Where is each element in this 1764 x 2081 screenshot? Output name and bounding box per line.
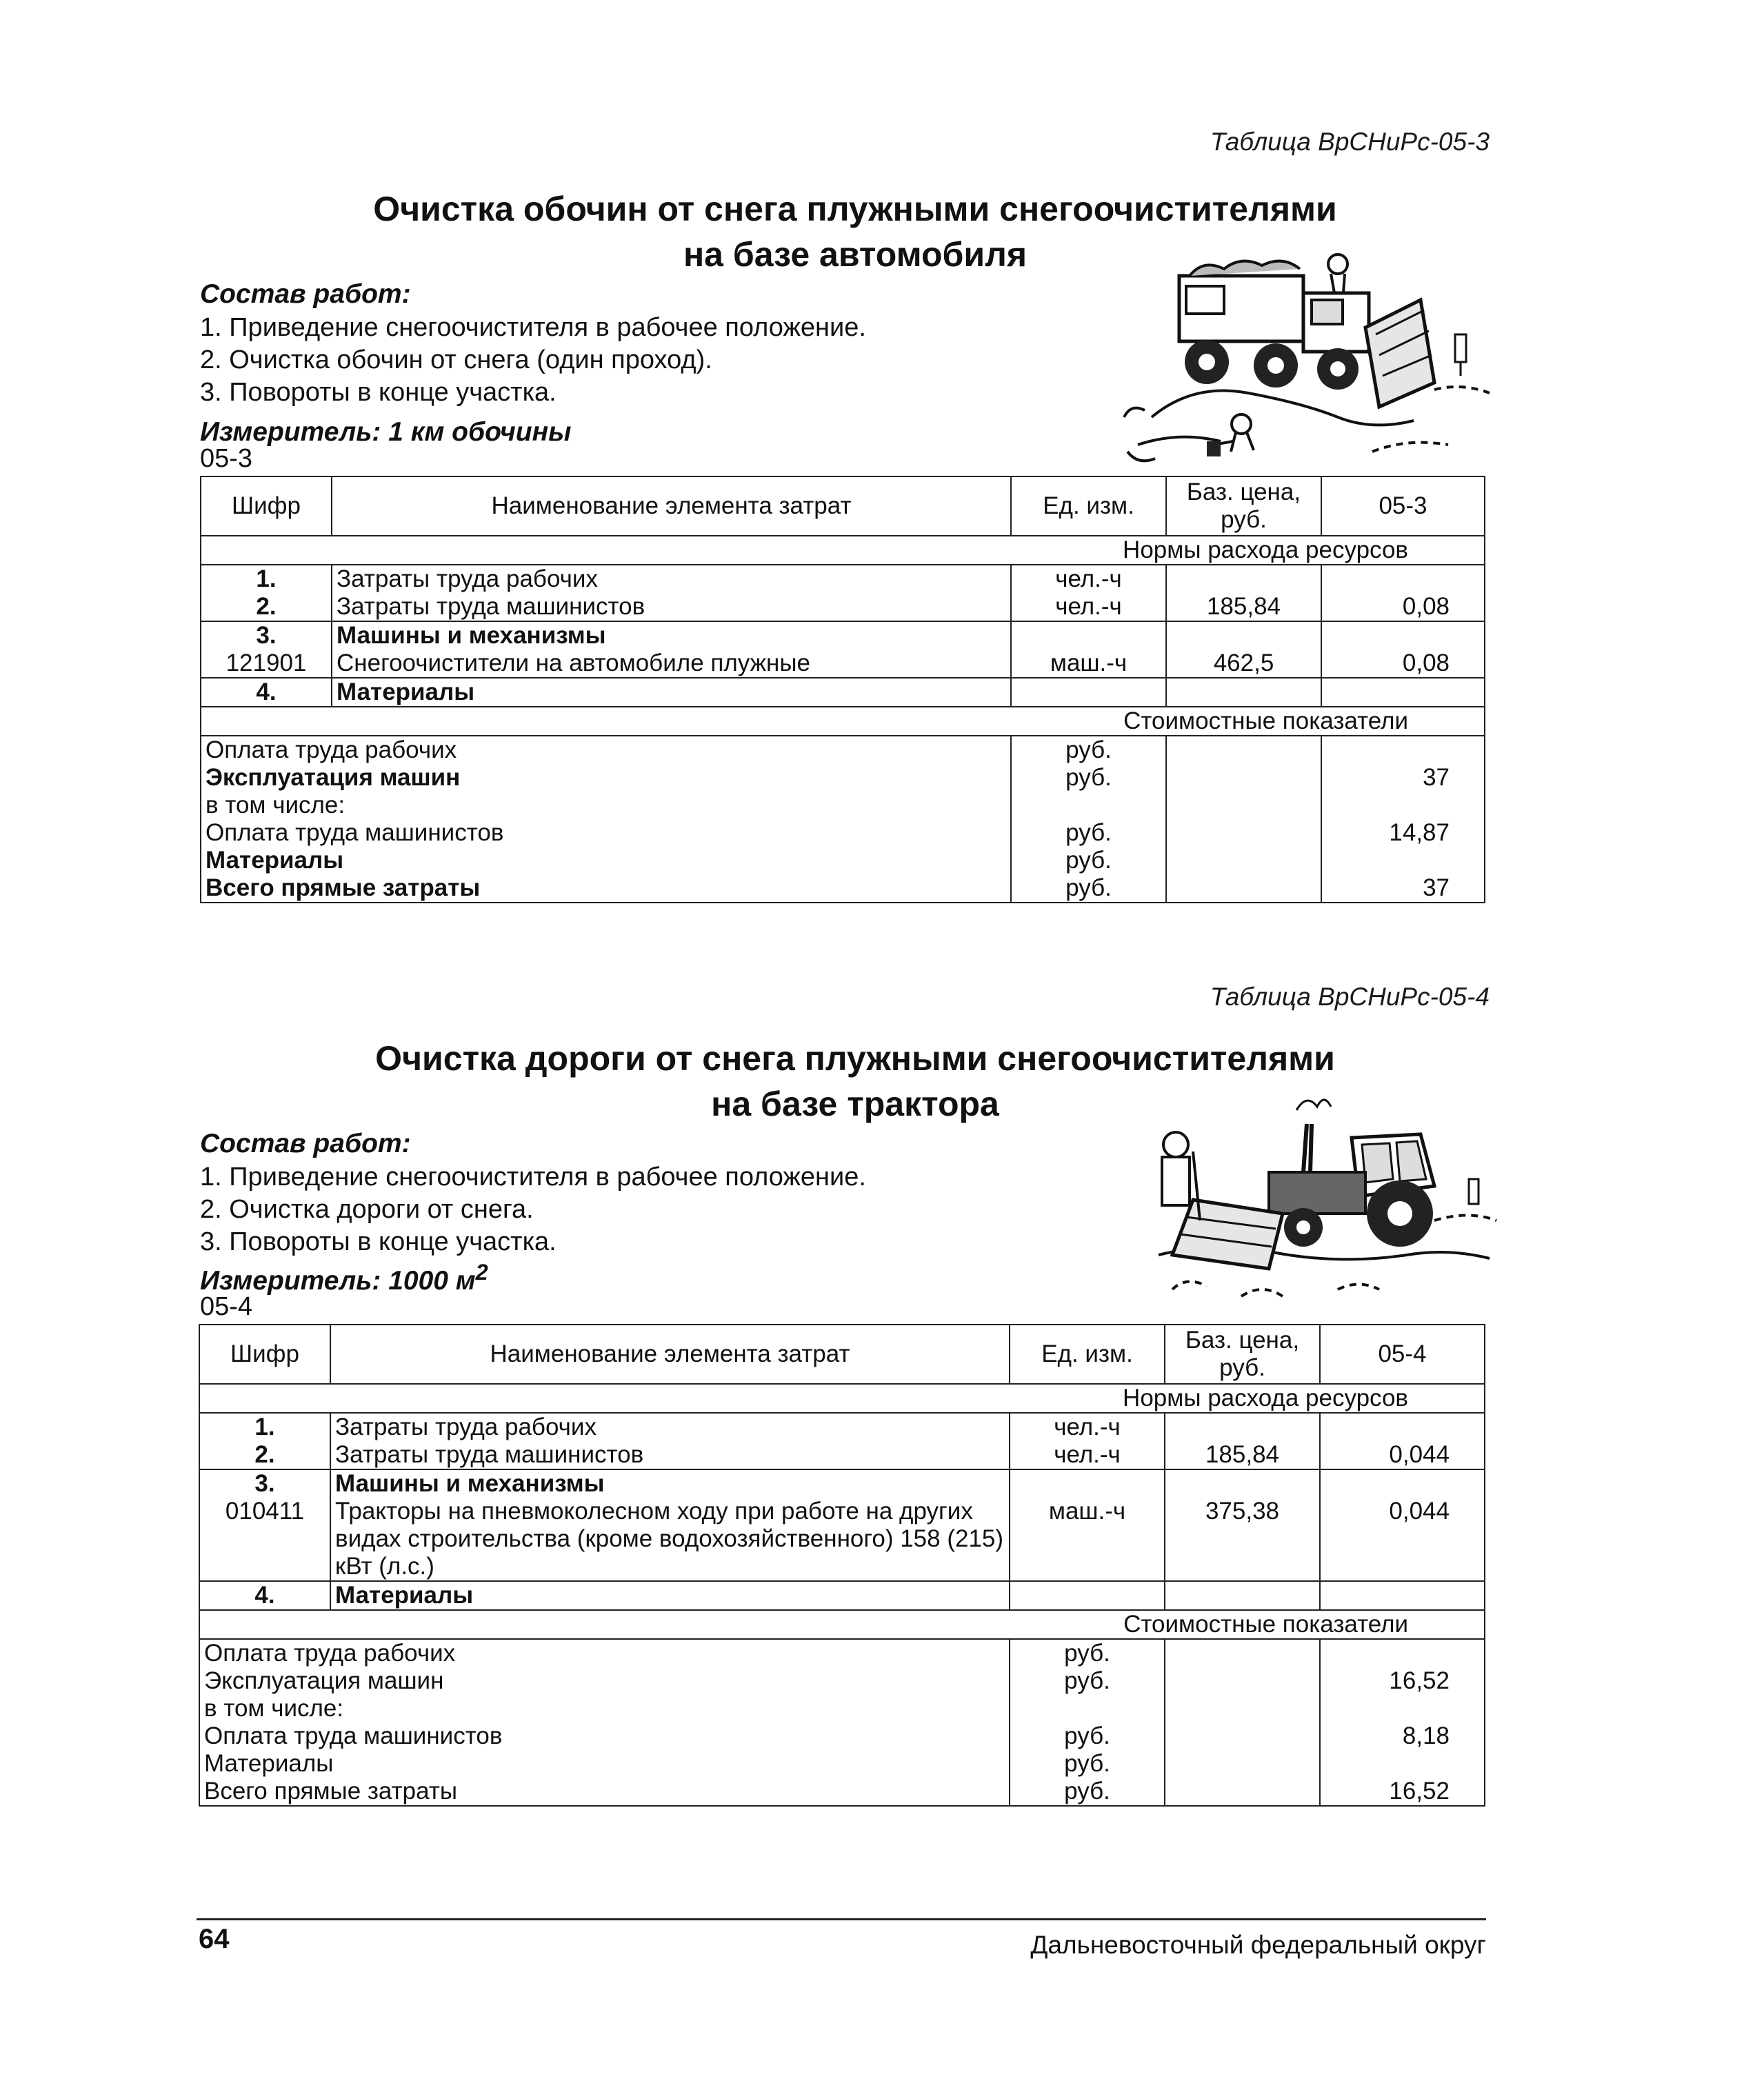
cost-row	[201, 874, 1485, 903]
cost-row	[199, 1722, 1485, 1750]
composition-heading: Состав работ:	[200, 279, 411, 309]
table-row	[201, 650, 1485, 678]
header-name: Наименование элемента затрат	[332, 476, 1011, 536]
row-price: 375,38	[1165, 1498, 1320, 1581]
header-code: 05-4	[1320, 1325, 1485, 1384]
cost-label: Стоимостные показатели	[199, 1610, 1485, 1639]
row-price	[1166, 565, 1321, 593]
cost-name: Эксплуатация машин	[201, 764, 1011, 792]
row-unit: маш.-ч	[1010, 1498, 1165, 1581]
cost-name: Всего прямые затраты	[199, 1778, 1010, 1806]
cost-unit: руб.	[1011, 847, 1166, 874]
row-name: Затраты труда рабочих	[332, 565, 1011, 593]
row-name: Снегоочистители на автомобиле плужные	[332, 650, 1011, 678]
row-name: Материалы	[332, 678, 1011, 707]
table-row	[201, 565, 1485, 593]
cost-name: Оплата труда машинистов	[199, 1722, 1010, 1750]
row-value: 0,08	[1321, 650, 1485, 678]
table-row	[199, 1581, 1485, 1610]
header-unit: Ед. изм.	[1010, 1325, 1165, 1384]
cost-name: Оплата труда машинистов	[201, 819, 1011, 847]
row-unit: чел.-ч	[1010, 1441, 1165, 1469]
row-price	[1165, 1413, 1320, 1441]
row-price: 185,84	[1166, 593, 1321, 621]
composition-item: 1. Приведение снегоочистителя в рабочее положение.	[200, 1163, 866, 1192]
row-num: 3.	[201, 621, 332, 650]
composition-item: 2. Очистка дороги от снега.	[200, 1195, 534, 1224]
cost-unit	[1011, 792, 1166, 819]
measurer-sup: 2	[475, 1260, 488, 1285]
measurer-label: Измеритель:	[200, 417, 381, 447]
cost-row	[201, 764, 1485, 792]
row-num: 121901	[201, 650, 332, 678]
row-unit: чел.-ч	[1010, 1413, 1165, 1441]
row-num: 010411	[199, 1498, 330, 1581]
cost-value	[1321, 792, 1485, 819]
cost-name: Материалы	[199, 1750, 1010, 1778]
row-num: 2.	[201, 593, 332, 621]
table-code: 05-4	[200, 1292, 253, 1321]
cost-section-row	[201, 707, 1485, 736]
cost-unit: руб.	[1010, 1750, 1165, 1778]
cost-unit: руб.	[1010, 1778, 1165, 1806]
row-num: 1.	[201, 565, 332, 593]
cost-unit: руб.	[1010, 1722, 1165, 1750]
row-num: 4.	[199, 1581, 330, 1610]
cost-value: 37	[1321, 764, 1485, 792]
norms-label: Нормы расхода ресурсов	[199, 1384, 1485, 1413]
cost-value: 14,87	[1321, 819, 1485, 847]
cost-unit: руб.	[1011, 736, 1166, 764]
cost-name: в том числе:	[201, 792, 1011, 819]
row-num: 3.	[199, 1469, 330, 1498]
norms-label: Нормы расхода ресурсов	[201, 536, 1485, 565]
row-value	[1320, 1413, 1485, 1441]
table-code: 05-3	[200, 444, 253, 473]
cost-section-row	[199, 1610, 1485, 1639]
header-name: Наименование элемента затрат	[330, 1325, 1010, 1384]
cost-row	[201, 792, 1485, 819]
row-name: Тракторы на пневмоколесном ходу при работе на других видах строительства (кроме водохозяйственного) 158 (215) кВт (л.с.)	[330, 1498, 1010, 1581]
row-name: Материалы	[330, 1581, 1010, 1610]
title-line-1: Очистка обочин от снега плужными снегоочистителями	[373, 190, 1337, 228]
row-value: 0,044	[1320, 1441, 1485, 1469]
row-name: Затраты труда машинистов	[330, 1441, 1010, 1469]
row-name: Затраты труда машинистов	[332, 593, 1011, 621]
composition-list	[200, 1161, 866, 1258]
cost-row	[199, 1639, 1485, 1667]
cost-unit: руб.	[1011, 764, 1166, 792]
cost-row	[199, 1750, 1485, 1778]
row-num: 4.	[201, 678, 332, 707]
cost-value	[1320, 1750, 1485, 1778]
header-code: 05-3	[1321, 476, 1485, 536]
measurer-label: Измеритель:	[200, 1266, 381, 1296]
row-unit: чел.-ч	[1011, 565, 1166, 593]
row-value: 0,044	[1320, 1498, 1485, 1581]
cost-value: 16,52	[1320, 1778, 1485, 1806]
measurer-value: 1 км обочины	[388, 417, 572, 447]
composition-item: 3. Повороты в конце участка.	[200, 1227, 557, 1256]
measurer-value: 1000 м	[388, 1266, 476, 1296]
composition-list	[200, 312, 866, 409]
cost-name: в том числе:	[199, 1695, 1010, 1722]
composition-heading: Состав работ:	[200, 1129, 411, 1158]
cost-name: Эксплуатация машин	[199, 1667, 1010, 1695]
cost-name: Оплата труда рабочих	[201, 736, 1011, 764]
cost-value: 16,52	[1320, 1667, 1485, 1695]
resource-table	[199, 1324, 1485, 1807]
row-num: 2.	[199, 1441, 330, 1469]
cost-row	[201, 819, 1485, 847]
row-unit: маш.-ч	[1011, 650, 1166, 678]
row-name: Машины и механизмы	[332, 621, 1011, 650]
table-header-row	[199, 1325, 1485, 1384]
composition-item: 3. Повороты в конце участка.	[200, 378, 557, 407]
table-header-row	[201, 476, 1485, 536]
header-cipher: Шифр	[199, 1325, 330, 1384]
cost-row	[199, 1695, 1485, 1722]
cost-row	[201, 736, 1485, 764]
row-price: 462,5	[1166, 650, 1321, 678]
header-price: Баз. цена, руб.	[1165, 1325, 1320, 1384]
table-reference: Таблица ВрСНиРс-05-3	[1210, 128, 1490, 156]
title-line-1: Очистка дороги от снега плужными снегоочистителями	[375, 1039, 1335, 1078]
cost-value: 37	[1321, 874, 1485, 903]
table-row	[199, 1498, 1485, 1581]
header-price: Баз. цена, руб.	[1166, 476, 1321, 536]
cost-unit: руб.	[1011, 819, 1166, 847]
cost-name: Материалы	[201, 847, 1011, 874]
cost-row	[201, 847, 1485, 874]
page-number: 64	[199, 1924, 230, 1954]
row-unit: чел.-ч	[1011, 593, 1166, 621]
row-name: Машины и механизмы	[330, 1469, 1010, 1498]
cost-row	[199, 1667, 1485, 1695]
snowplow-truck-illustration	[1110, 245, 1496, 465]
measurer	[200, 1260, 488, 1296]
table-row	[199, 1441, 1485, 1469]
header-cipher: Шифр	[201, 476, 332, 536]
cost-value	[1320, 1695, 1485, 1722]
table-row	[199, 1469, 1485, 1498]
table-row	[201, 593, 1485, 621]
row-value: 0,08	[1321, 593, 1485, 621]
footer-region: Дальневосточный федеральный округ	[1030, 1931, 1486, 1959]
table-row	[201, 621, 1485, 650]
snowplow-tractor-illustration	[1131, 1083, 1503, 1317]
measurer	[200, 411, 571, 448]
cost-name: Оплата труда рабочих	[199, 1639, 1010, 1667]
cost-value	[1321, 847, 1485, 874]
cost-unit	[1010, 1695, 1165, 1722]
header-unit: Ед. изм.	[1011, 476, 1166, 536]
table-row	[199, 1413, 1485, 1441]
cost-unit: руб.	[1011, 874, 1166, 903]
footer-rule	[197, 1918, 1486, 1920]
cost-label: Стоимостные показатели	[201, 707, 1485, 736]
norms-section-row	[201, 536, 1485, 565]
row-num: 1.	[199, 1413, 330, 1441]
composition-item: 1. Приведение снегоочистителя в рабочее положение.	[200, 313, 866, 342]
row-value	[1321, 565, 1485, 593]
cost-value	[1321, 736, 1485, 764]
cost-value	[1320, 1639, 1485, 1667]
row-price: 185,84	[1165, 1441, 1320, 1469]
table-row	[201, 678, 1485, 707]
cost-value: 8,18	[1320, 1722, 1485, 1750]
cost-name: Всего прямые затраты	[201, 874, 1011, 903]
title-line-2: на базе автомобиля	[683, 235, 1028, 274]
resource-table	[200, 476, 1485, 903]
norms-section-row	[199, 1384, 1485, 1413]
composition-item: 2. Очистка обочин от снега (один проход).	[200, 345, 712, 374]
title-line-2: на базе трактора	[711, 1085, 999, 1123]
row-name: Затраты труда рабочих	[330, 1413, 1010, 1441]
table-reference: Таблица ВрСНиРс-05-4	[1210, 983, 1490, 1011]
cost-unit: руб.	[1010, 1667, 1165, 1695]
cost-row	[199, 1778, 1485, 1806]
cost-unit: руб.	[1010, 1639, 1165, 1667]
